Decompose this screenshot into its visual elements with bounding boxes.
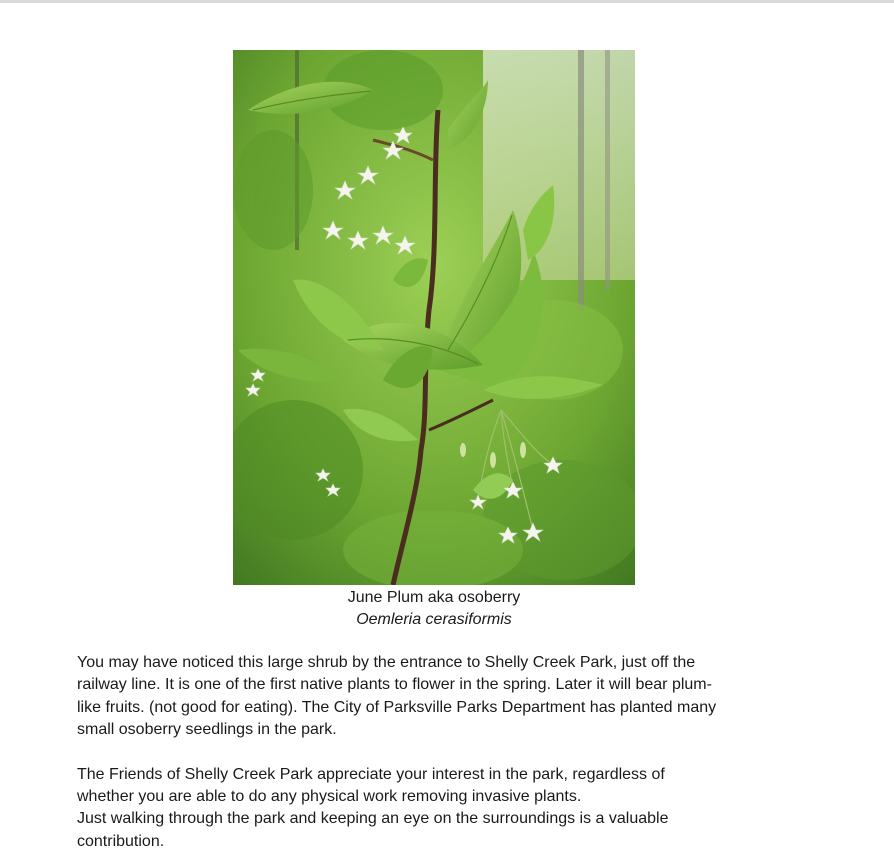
- photo-caption: [233, 587, 635, 631]
- text-line: You may have noticed this large shrub by the entrance to Shelly Creek Park, just off the: [77, 654, 696, 671]
- paragraph-1: [77, 652, 797, 742]
- paragraph-spacer: [77, 742, 797, 764]
- text-line: like fruits. (not good for eating). The City of Parksville Parks Department has planted many: [77, 698, 717, 716]
- osoberry-photo: [233, 50, 635, 585]
- text-line: contribution.: [77, 832, 165, 850]
- osoberry-flowering-branch-icon: [233, 50, 635, 585]
- text-line: The Friends of Shelly Creek Park appreciate your interest in the park, regardless of: [77, 765, 665, 783]
- top-border: [0, 0, 894, 3]
- text-line: whether you are able to do any physical work removing invasive plants.: [77, 788, 582, 806]
- text-line: small osoberry seedlings in the park.: [77, 721, 337, 739]
- paragraph-2: [77, 764, 797, 854]
- text-line: Just walking through the park and keeping an eye on the surroundings is a valuable: [77, 810, 669, 828]
- text-line: railway line. It is one of the first native plants to flower in the spring. Later it will bear plum-: [77, 676, 712, 694]
- caption-common-name: June Plum aka osoberry: [347, 589, 521, 606]
- body-text: [77, 652, 797, 853]
- caption-scientific-name: Oemleria cerasiformis: [356, 611, 512, 628]
